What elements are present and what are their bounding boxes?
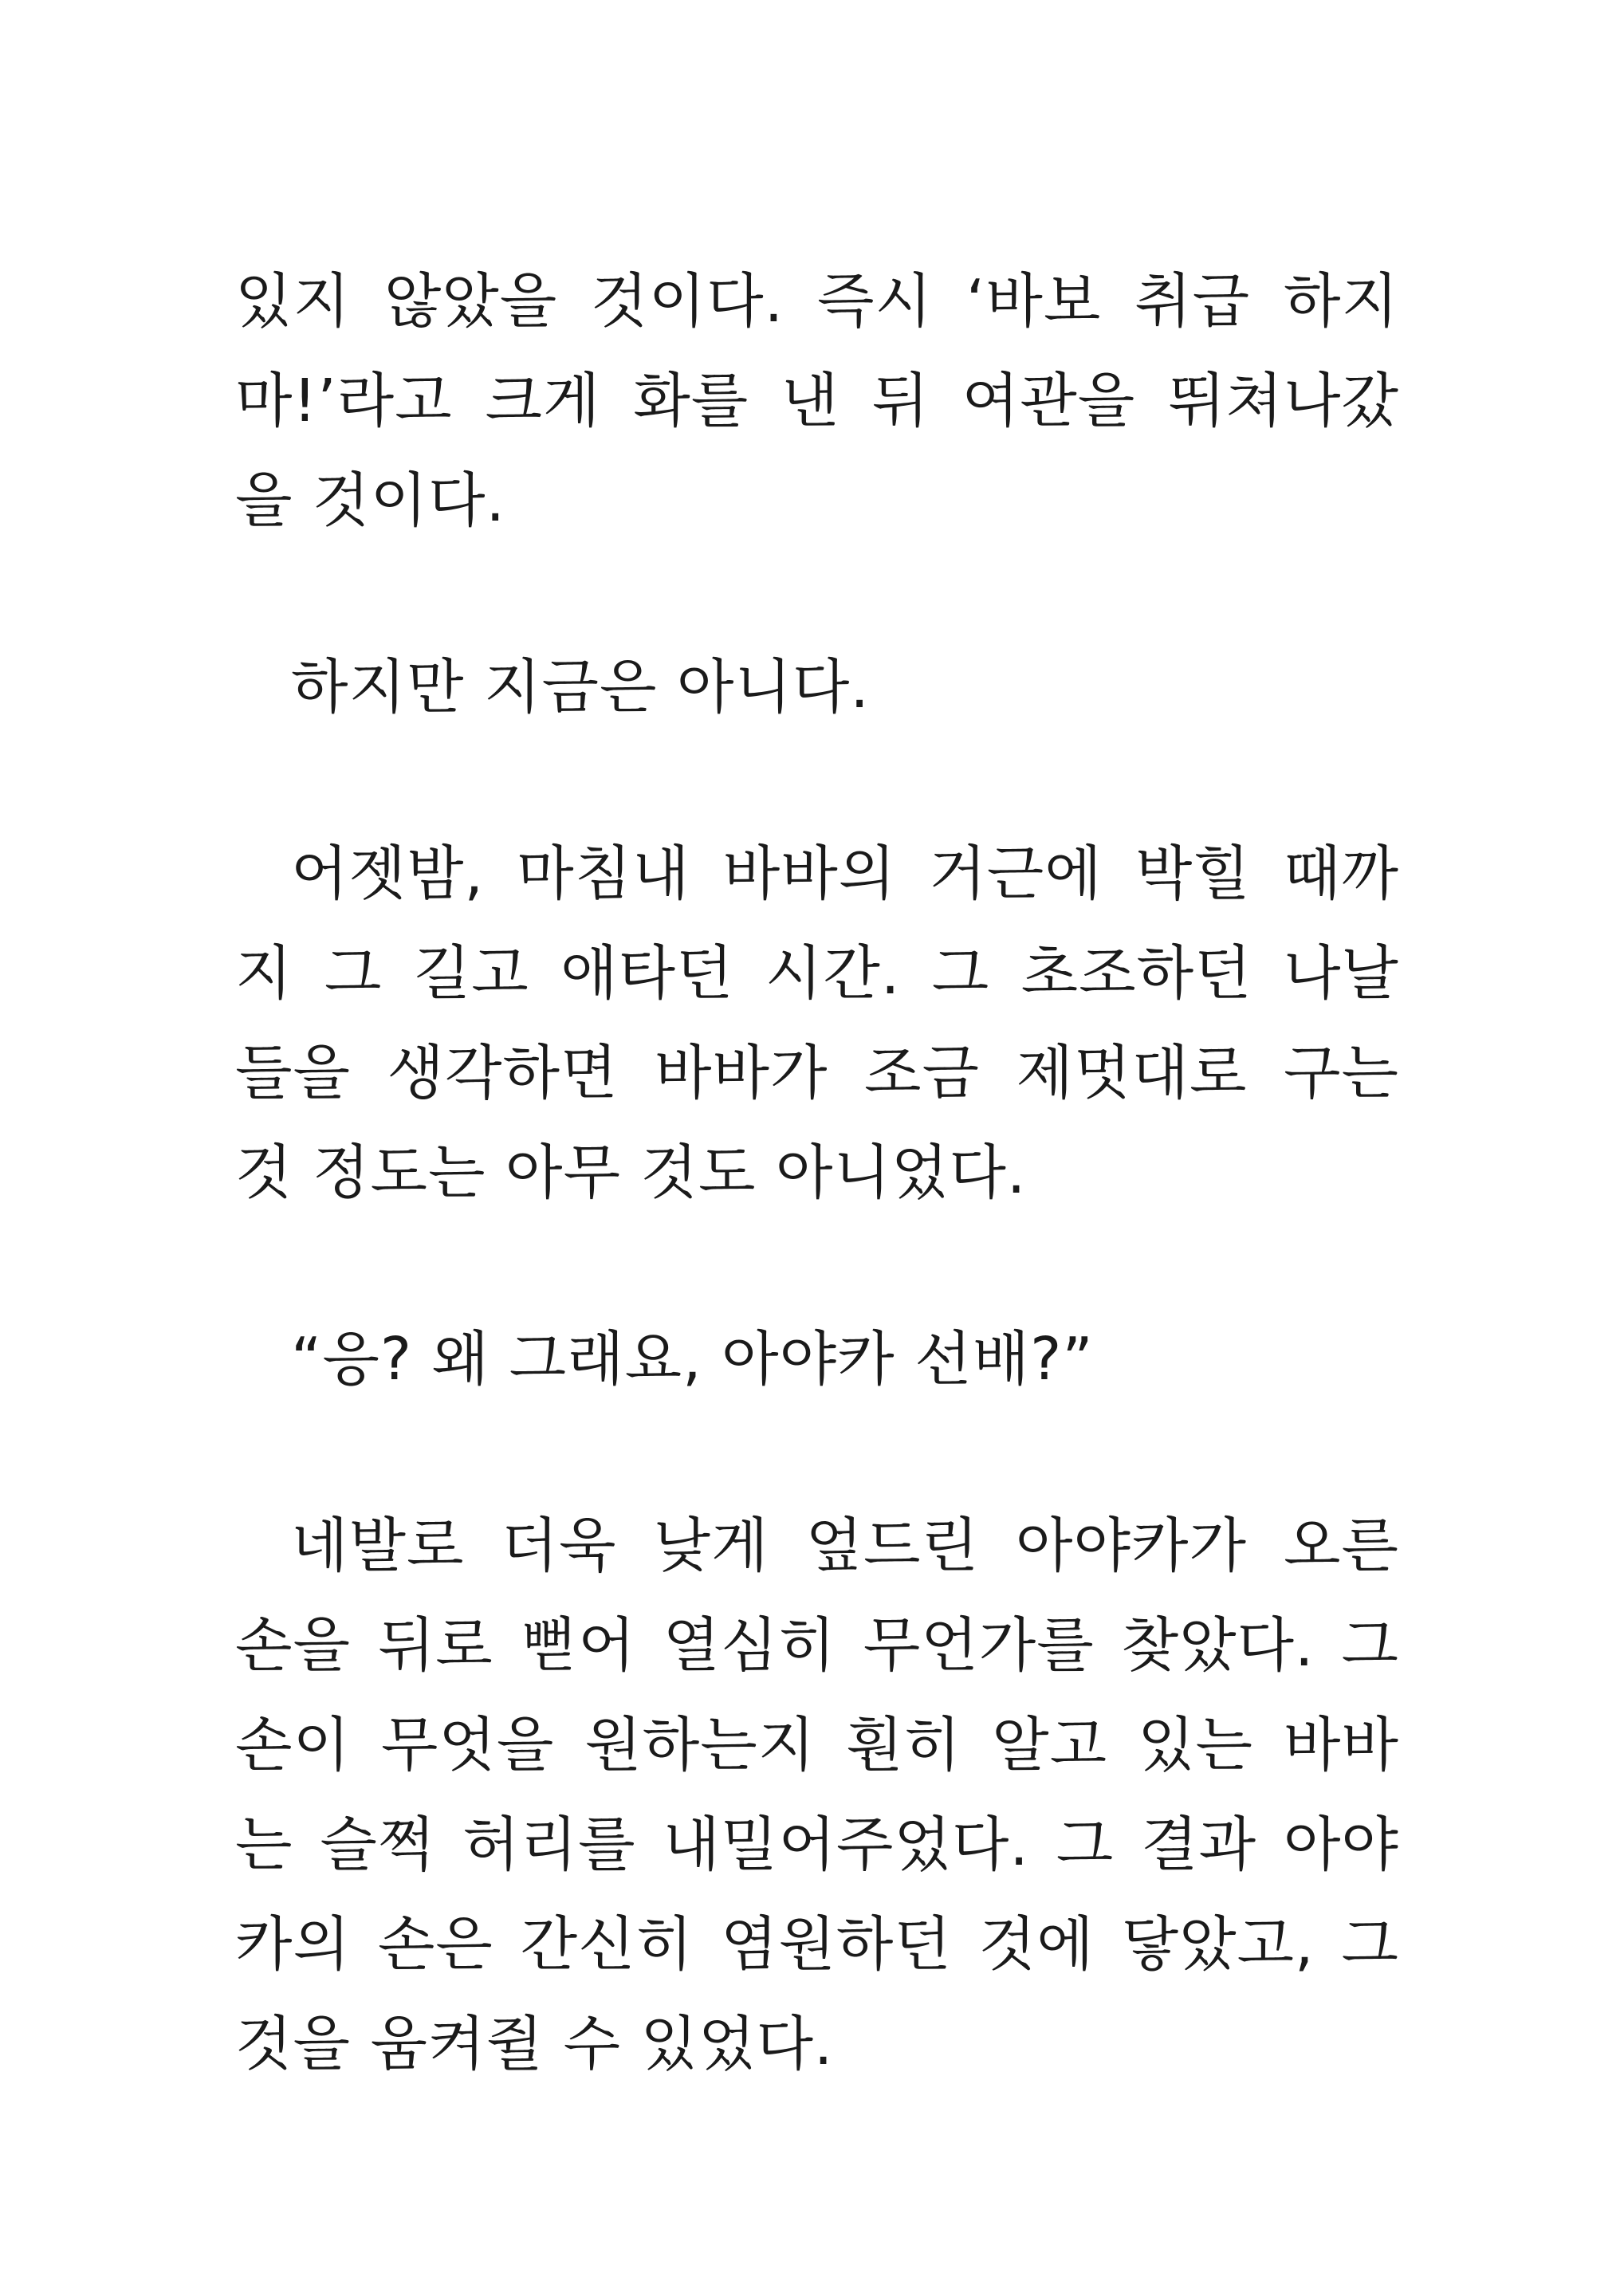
word: 취급: [1134, 267, 1251, 336]
word: 손을: [235, 1611, 351, 1680]
text-line: [291, 1506, 1399, 1586]
word: 하지: [1284, 267, 1399, 336]
word: 오른: [1284, 1512, 1399, 1580]
text-line: [235, 1606, 1399, 1685]
word: 애타던: [560, 939, 734, 1008]
word: 즉시: [816, 267, 933, 336]
word: 그: [324, 939, 383, 1008]
text-line: [235, 261, 1399, 341]
word: 허리를: [462, 1810, 636, 1879]
word: 염원하던: [720, 1910, 952, 1979]
word: 않았을: [383, 267, 558, 336]
word: 바바의: [722, 839, 897, 908]
word: 지: [235, 939, 293, 1008]
word: 구는: [1284, 1039, 1399, 1107]
word: 엎드린: [805, 1512, 979, 1580]
word: 나날: [1283, 939, 1399, 1008]
word: 여관을: [961, 367, 1136, 435]
word: 원하는지: [584, 1711, 816, 1779]
word: 슬쩍: [320, 1810, 436, 1879]
word: 네발로: [291, 1512, 465, 1580]
text-line: [235, 934, 1399, 1013]
word: 제멋대로: [1016, 1039, 1248, 1107]
word: 낸: [781, 367, 840, 435]
word: 마!’라고: [235, 367, 453, 435]
word: 그: [931, 939, 990, 1008]
word: 초조하던: [1020, 939, 1252, 1008]
word: 뛰쳐나갔: [1168, 367, 1399, 435]
text-line: [235, 1033, 1399, 1113]
text-line: 하지만 지금은 아니다.: [291, 653, 870, 721]
word: 것에: [978, 1910, 1095, 1979]
word: 무언가를: [863, 1611, 1095, 1680]
word: 무엇을: [380, 1711, 555, 1779]
word: 길고: [413, 939, 529, 1008]
word: 아야카가: [1016, 1512, 1247, 1580]
word: 박힐: [1134, 839, 1251, 908]
text-line: [235, 361, 1399, 441]
text-line: 것을 움켜쥘 수 있었다.: [235, 2010, 834, 2078]
word: 손이: [235, 1711, 351, 1779]
text-line: [291, 834, 1399, 914]
text-line: 을 것이다.: [235, 466, 505, 535]
text-line: [235, 1805, 1399, 1885]
word: ‘바보: [965, 267, 1102, 336]
word: 알고: [992, 1711, 1108, 1779]
text-line: [235, 1705, 1399, 1785]
word: 뒤로: [377, 1611, 493, 1680]
word: 것이다.: [591, 267, 784, 336]
word: 시간.: [765, 939, 901, 1008]
word: 열심히: [663, 1611, 836, 1680]
word: 더욱: [501, 1512, 617, 1580]
word: 조금: [864, 1039, 980, 1107]
word: 내밀어주었다.: [663, 1810, 1029, 1879]
word: 거근에: [929, 839, 1103, 908]
text-line: 것 정도는 아무 것도 아니었다.: [235, 1138, 1027, 1207]
word: 찾았다.: [1121, 1611, 1315, 1680]
word: 때까: [1284, 839, 1399, 908]
word: 뒤: [871, 367, 930, 435]
word: 바바가: [655, 1039, 828, 1107]
text-line: [235, 1905, 1399, 1984]
word: 는: [235, 1810, 293, 1879]
word: 들을: [235, 1039, 351, 1107]
word: 카의: [235, 1910, 351, 1979]
word: 뻗어: [520, 1611, 636, 1680]
word: 아야: [1283, 1810, 1399, 1879]
word: 마침내: [517, 839, 690, 908]
word: 크게: [485, 367, 601, 435]
word: 그: [1056, 1810, 1115, 1879]
word: 그: [1341, 1910, 1399, 1979]
word: 그: [1341, 1611, 1399, 1680]
word: 닿았고,: [1121, 1910, 1315, 1979]
word: 있는: [1138, 1711, 1254, 1779]
word: 어젯밤,: [291, 839, 484, 908]
text-line: “응? 왜 그래요, 아야카 선배?”: [291, 1325, 1094, 1394]
word: 훤히: [846, 1711, 962, 1779]
word: 간신히: [520, 1910, 694, 1979]
word: 손은: [377, 1910, 493, 1979]
word: 있지: [235, 267, 351, 336]
word: 낮게: [653, 1512, 769, 1580]
word: 화를: [633, 367, 749, 435]
word: 바바: [1283, 1711, 1399, 1779]
word: 결과: [1141, 1810, 1257, 1879]
word: 생각하면: [387, 1039, 619, 1107]
